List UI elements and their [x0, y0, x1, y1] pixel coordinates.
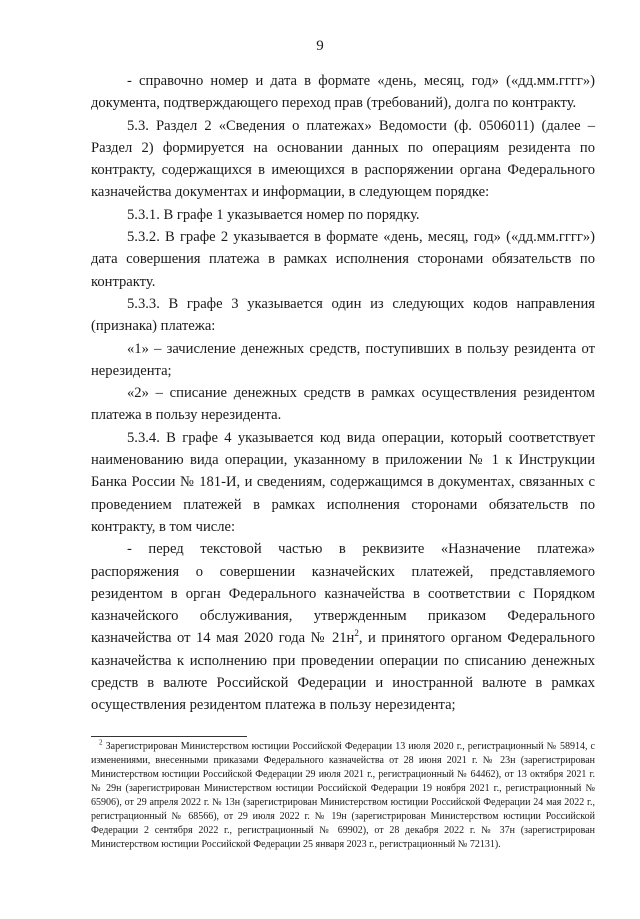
- paragraph-payment-purpose-tail: , и принятого органом Федерального казначейства к исполнению при проведении операции по списанию денежных средств в валюте Российской Федерации и иностранной валюте в рамках осуществления резидентом платежа в пользу нерезидента;: [91, 630, 595, 714]
- paragraph-5-3-3: 5.3.3. В графе 3 указывается один из следующих кодов направления (признака) платежа:: [91, 295, 595, 335]
- body-text: [91, 70, 595, 717]
- paragraph-5-3-4: 5.3.4. В графе 4 указывается код вида операции, который соответствует наименованию вида операции, указанному в приложении № 1 к Инструкции Банка России № 181-И, и сведениям, содержащимся в документах, связанных с проведением платежей в рамках исполнения сторонами обязательств по контракту, в том числе:: [91, 429, 595, 535]
- paragraph-code-2: «2» – списание денежных средств в рамках осуществления резидентом платежа в пользу нерезидента.: [91, 385, 595, 424]
- footnote-mark: 2: [99, 738, 103, 747]
- paragraph-payment-purpose-text: - перед текстовой частью в реквизите «Назначение платежа» распоряжения о совершении казначейских платежей, представляемого резидентом в орган Федерального казначейства в соответствии с Порядком казначейского обслуживания, утвержденным приказом Федерального казначейства от 14 мая 2020 года № 21н: [91, 541, 595, 647]
- page-number: 9: [316, 38, 324, 54]
- paragraph-code-1: «1» – зачисление денежных средств, поступивших в пользу резидента от нерезидента;: [91, 340, 595, 379]
- paragraph-reference-date: - справочно номер и дата в формате «день, месяц, год» («дд.мм.гггг») документа, подтверждающего переход прав (требований), долга по контракту.: [91, 73, 595, 112]
- footnote-text: Зарегистрирован Министерством юстиции Российской Федерации 13 июля 2020 г., регистрационный № 58914, с изменениями, внесенными приказами Федерального казначейства от 28 июня 2021 г. № 23н (зарегистрирован Министерством юстиции Российской Федерации 29 июля 2021 г., регистрационный № 64462), от 13 октября 2021 г. № 29н (зарегистрирован Министерством юстиции Российской Федерации 19 ноября 2021 г., регистрационный № 65906), от 29 апреля 2022 г. № 13н (зарегистрирован Министерством юстиции Российской Федерации 24 мая 2022 г., регистрационный № 68566), от 29 июля 2022 г. № 19н (зарегистрирован Министерством юстиции Российской Федерации 2 сентября 2022 г., регистрационный № 69902), от 28 декабря 2022 г. № 37н (зарегистрирован Министерством юстиции Российской Федерации 25 января 2023 г., регистрационный № 72131).: [91, 741, 595, 850]
- paragraph-payment-purpose: [91, 538, 595, 716]
- footnote-reference[interactable]: 2: [354, 628, 359, 639]
- paragraph-5-3-1: 5.3.1. В графе 1 указывается номер по порядку.: [127, 206, 420, 223]
- paragraph-5-3: 5.3. Раздел 2 «Сведения о платежах» Ведомости (ф. 0506011) (далее – Раздел 2) формируется на основании данных по операциям резидента по контракту, содержащихся в имеющихся в распоряжении органа Федерального казначейства документах и информации, в следующем порядке:: [91, 117, 595, 201]
- footnote-divider: [91, 736, 247, 737]
- footnote: [91, 740, 595, 852]
- paragraph-5-3-2: 5.3.2. В графе 2 указывается в формате «день, месяц, год» («дд.мм.гггг») дата совершения платежа в рамках исполнения сторонами обязательств по контракту.: [91, 229, 595, 290]
